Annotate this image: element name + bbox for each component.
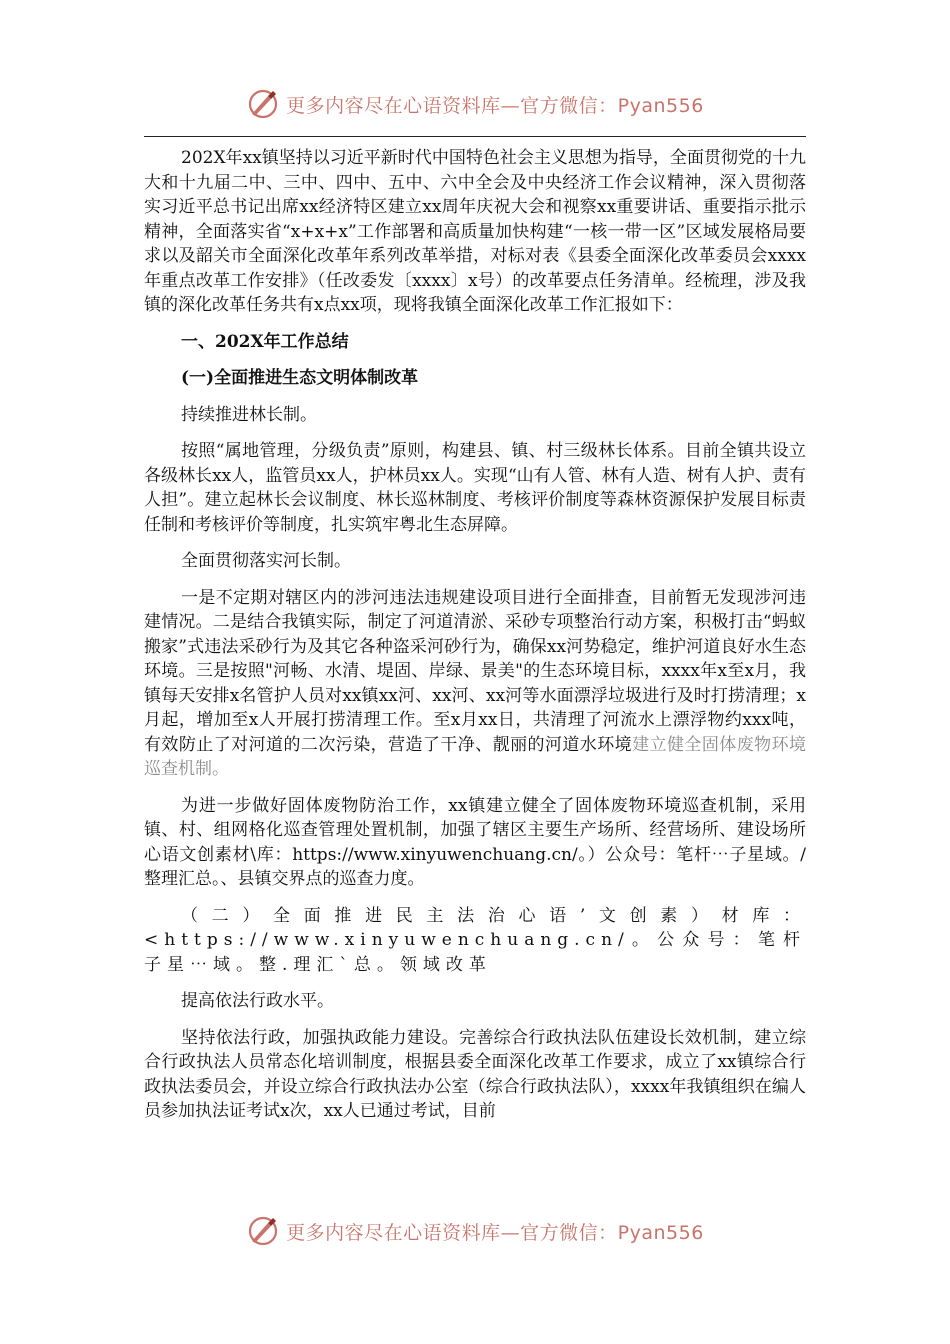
footer-banner [0, 1211, 950, 1251]
intro-paragraph: 202X年xx镇坚持以习近平新时代中国特色社会主义思想为指导，全面贯彻党的十九大和十九届二中、三中、四中、五中、六中全会及中央经济工作会议精神，深入贯彻落实习近平总书记出席xx经济特区建立xx周年庆祝大会和视察xx重要讲话、重要指示批示精神，全面落实省“x+x+x”工作部署和高质量加快构建“一核一带一区”区域发展格局要求以及韶关市全面深化改革年系列改革举措，对标对表《县委全面深化改革委员会xxxx年重点改革工作安排》（任改委发〔xxxx〕x号）的改革要点任务清单。经梳理，涉及我镇的深化改革任务共有x点xx项，现将我镇全面深化改革工作汇报如下： [144, 148, 806, 315]
pen-brush-logo-icon [246, 87, 280, 121]
wechat-id: Pyan556 [617, 94, 704, 117]
item-river-chief: 全面贯彻落实河长制。 [181, 551, 351, 571]
section-heading-1: 一、202X年工作总结 [181, 331, 349, 352]
subsection-heading-2: （二）全面推进民主法治心语’文创素）材库：<https://www.xinyuwenchuang.cn/。公众号：笔杆子星⋯域。整.理汇`总。领域改革 [144, 905, 806, 975]
river-detail-text: 一是不定期对辖区内的涉河违法违规建设项目进行全面排查，目前暂无发现涉河违建情况。二是结合我镇实际，制定了河道清淤、采砂专项整治行动方案，积极打击“蚂蚁搬家”式违法采砂行为及其它各种盗采河砂行为，确保xx河势稳定，维护河道良好水生态环境。三是按照"河畅、水清、堤固、岸绿、景美"的生态环境目标，xxxx年x至x月，我镇每天安排x名管护人员对xx镇xx河、xx河、xx河等水面漂浮垃圾进行及时打捞清理；x月起，增加至x人开展打捞清理工作。至x月xx日，共清理了河流水上漂浮物约xxx吨，有效防止了对河道的二次污染，营造了干净、靓丽的河道水环境 [144, 587, 806, 755]
paragraph-river-detail [144, 586, 806, 782]
waste-inspection-title: 建立健全固体废物环境巡查机制。 [144, 734, 807, 779]
pen-brush-logo-icon [246, 1214, 280, 1248]
banner-text: 更多内容尽在心语资料库—官方微信：Pyan556 [286, 1221, 704, 1244]
wechat-id: Pyan556 [617, 1221, 704, 1244]
banner-text: 更多内容尽在心语资料库—官方微信：Pyan556 [286, 94, 704, 117]
document-body [144, 146, 806, 1136]
paragraph-forest-detail: 按照“属地管理，分级负责”原则，构建县、镇、村三级林长体系。目前全镇共设立各级林长xx人，监管员xx人，护林员xx人。实现“山有人管、林有人造、树有人护、责有人担”。建立起林长会议制度、林长巡林制度、考核评价制度等森林资源保护发展目标责任制和考核评价等制度，扎实筑牢粤北生态屏障。 [144, 441, 806, 535]
item-law-administration: 提高依法行政水平。 [181, 991, 334, 1011]
paragraph-law-detail: 坚持依法行政，加强执政能力建设。完善综合行政执法队伍建设长效机制，建立综合行政执法人员常态化培训制度，根据县委全面深化改革工作要求，成立了xx镇综合行政执法委员会，并设立综合行政执法办公室（综合行政执法队），xxxx年我镇组织在编人员参加执法证考试x次，xx人已通过考试，目前 [144, 1027, 806, 1121]
subsection-heading-1: (一)全面推进生态文明体制改革 [181, 368, 419, 388]
header-divider [144, 136, 806, 137]
paragraph-waste-detail: 为进一步做好固体废物防治工作，xx镇建立健全了固体废物环境巡查机制，采用镇、村、组网格化巡查管理处置机制，加强了辖区主要生产场所、经营场所、建设场所心语文创素材\库：https://www.xinyuwenchuang.cn/。）公众号：笔杆⋯子星域。/整理汇总。、县镇交界点的巡查力度。 [144, 795, 806, 889]
item-forest-chief: 持续推进林长制。 [181, 404, 317, 425]
header-banner [0, 84, 950, 124]
